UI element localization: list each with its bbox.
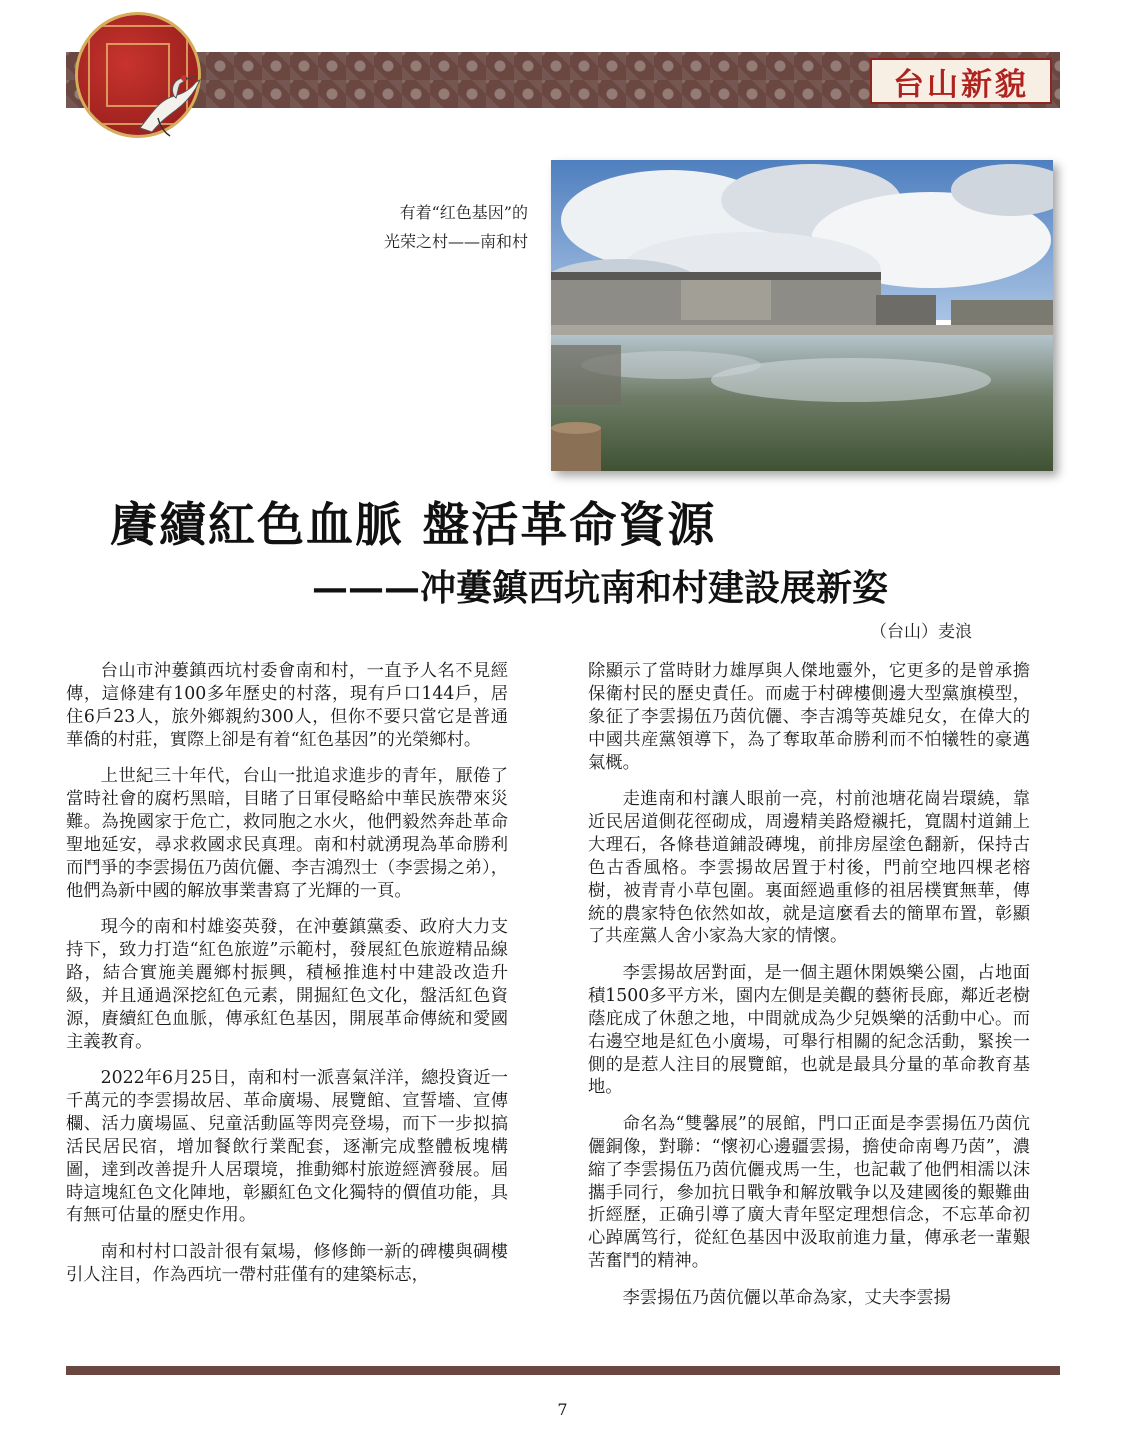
paragraph: 除顯示了當時財力雄厚與人傑地靈外，它更多的是曾承擔保衛村民的歷史責任。而處于村碑樓側邊大型黨旗模型，象征了李雲揚伍乃茵伉儷、李吉鴻等英雄兒女，在偉大的中國共産黨領導下，為了奪取革命勝利而不怕犧牲的豪邁氣概。 [588,661,1030,773]
paragraph: 南和村村口設計很有氣場，修修飾一新的碑樓與碉樓引人注目，作為西坑一帶村莊僅有的建築标志， [66,1241,508,1285]
paragraph: 上世紀三十年代，台山一批追求進步的青年，厭倦了當時社會的腐朽黑暗，目睹了日軍侵略給中華民族帶來災難。為挽國家于危亡，救同胞之水火，他們毅然奔赴革命聖地延安，尋求救國求民真理。南和村就湧現為革命勝利而鬥爭的李雲揚伍乃茵伉儷、李吉鴻烈士（李雲揚之弟），他們為新中國的解放事業書寫了光輝的一頁。 [66,766,508,901]
article-subtitle: ———冲蔞鎮西坑南和村建設展新姿 [312,567,889,609]
paragraph: 現今的南和村雄姿英發，在沖蔞鎮黨委、政府大力支持下，致力打造“紅色旅遊”示範村，發展紅色旅遊精品線路，結合實施美麗鄉村振興，積極推進村中建設改造升級，并且通過深挖紅色元素，開掘紅色文化，盤活紅色資源，賡續紅色血脈，傳承紅色基因，開展革命傳統和愛國主義教育。 [66,917,508,1052]
paragraph: 走進南和村讓人眼前一亮，村前池塘花崗岩環繞，靠近民居道側花徑砌成，周邊精美路燈襯托，寬闊村道鋪上大理石，各條巷道鋪設磚塊，前排房屋塗色翻新，保持古色古香風格。李雲揚故居置于村後，門前空地四棵老榕樹，被青青小草包圍。裏面經過重修的祖居樸實無華，傳統的農家特色依然如故，就是這麼看去的簡單布置，彰顯了共産黨人舍小家為大家的情懷。 [588,789,1030,947]
article-title: 賡續紅色血脈 盤活革命資源 [110,498,717,553]
left-column [66,660,508,1300]
section-title-tag: 台山新貌 [870,58,1052,104]
paragraph: 李雲揚伍乃茵伉儷以革命為家，丈夫李雲揚 [622,1287,951,1308]
page-number: 7 [557,1400,568,1419]
right-column [588,660,1030,1323]
village-pond-photo [551,160,1053,471]
article-byline: （台山）麦浪 [870,622,972,642]
footer-rule [66,1366,1060,1375]
photo-caption-line: 光荣之村——南和村 [383,232,528,251]
paragraph: 命名為“雙馨展”的展館，門口正面是李雲揚伍乃茵伉儷銅像，對聯：“懷初心邊疆雲揚，擔使命南粵乃茵”，濃縮了李雲揚伍乃茵伉儷戎馬一生，也記載了他們相濡以沫攜手同行，參加抗日戰争和解放戰争以及建國後的艱難曲折經歷，正确引導了廣大青年堅定理想信念，不忘革命初心踔厲笃行，從紅色基因中汲取前進力量，傳承老一輩艱苦奮鬥的精神。 [588,1113,1030,1272]
paragraph: 李雲揚故居對面，是一個主題休閑娛樂公園，占地面積1500多平方米，園内左側是美觀的藝術長廊，鄰近老樹蔭庇成了休憩之地，中間就成為少兒娛樂的活動中心。而右邊空地是紅色小廣場，可舉行相關的紀念活動，緊挨一側的是惹人注目的展覽館，也就是最具分量的革命教育基地。 [588,962,1030,1098]
paragraph: 2022年6月25日，南和村一派喜氣洋洋，總投資近一千萬元的李雲揚故居、革命廣場、展覽館、宣誓墻、宣傳欄、活力廣場區、兒童活動區等閃亮登場，而下一步拟搞活民居民宿，增加餐飲行業配套，逐漸完成整體板塊構圖，達到改善提升人居環境，推動鄉村旅遊經濟發展。屆時這塊紅色文化陣地，彰顯紅色文化獨特的價值功能，具有無可估量的歷史作用。 [66,1068,508,1226]
photo-caption-line: 有着“红色基因”的 [399,203,528,222]
paragraph: 台山市沖蔞鎮西坑村委會南和村，一直予人名不見經傳，這條建有100多年歷史的村落，現有戶口144戶，居住6戶23人，旅外鄉親約300人，但你不要只當它是普通華僑的村莊，實際上卻是有着“紅色基因”的光榮鄉村。 [66,661,508,750]
photo-caption [300,198,528,256]
crane-icon [130,70,208,140]
